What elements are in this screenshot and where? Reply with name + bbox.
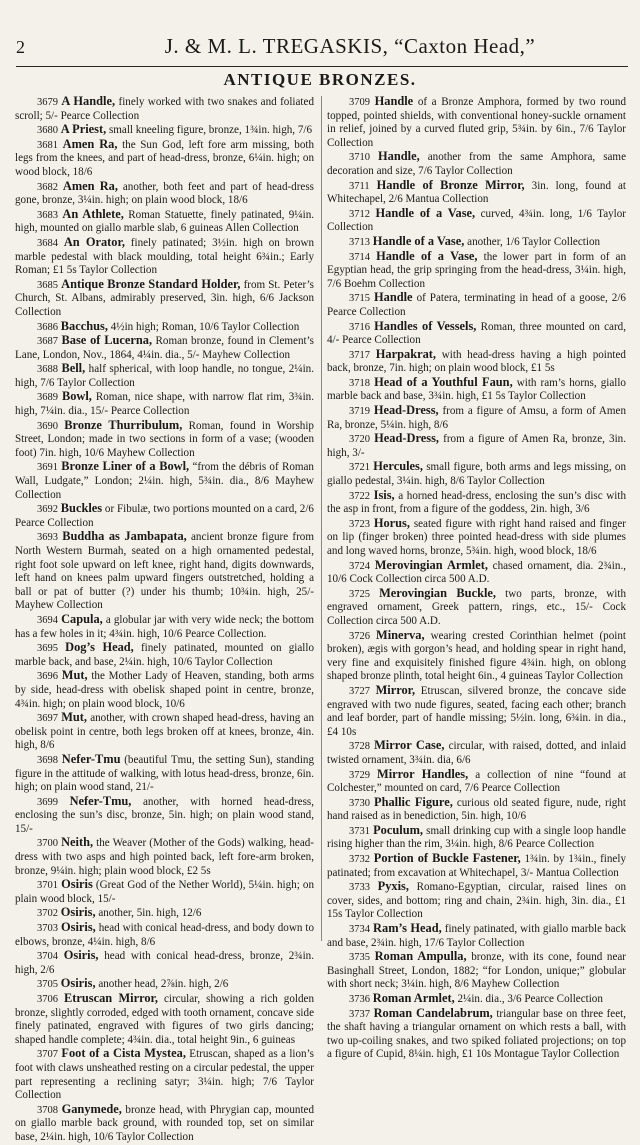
entry-title: Ganymede,	[61, 1101, 122, 1116]
entry-description: bronze, with its cone, found near Basinghall Street, London, 1882; “for London, unique;” globular with short neck; 3¼in. high, 8/6 Mayhew Collection	[327, 951, 626, 991]
entry-description: bronze head, with Phrygian cap, mounted on giallo marble back ground, with rounded top, set on similar base, 2¼in. high, 10/6 Taylor Collection	[15, 1103, 314, 1143]
entry-description: the Sun God, left fore arm missing, both legs from the knees, and part of head-dress, bronze, 6¼in. high; on wood block, 18/6	[15, 138, 314, 178]
entry-title: Mirror Case,	[374, 738, 445, 753]
catalogue-entry	[15, 1047, 314, 1102]
catalogue-entry	[327, 587, 626, 629]
entry-description: another from the same Amphora, same decoration and size, 7/6 Taylor Collection	[327, 151, 626, 177]
entry-description: 1¾in. by 1¾in., finely patinated; from excavation at Whitechapel, 3/- Mantua Collection	[327, 853, 626, 879]
entry-number: 3723	[349, 518, 370, 530]
entry-title: Portion of Buckle Fastener,	[373, 851, 521, 866]
entry-title: Bacchus,	[60, 318, 108, 333]
entry-title: Osiris	[61, 877, 93, 892]
entry-description: 4½in high; Roman, 10/6 Taylor Collection	[110, 320, 300, 333]
column-divider	[321, 96, 322, 941]
entry-title: Handle	[374, 94, 414, 108]
entry-number: 3682	[37, 181, 58, 193]
entry-title: An Orator,	[63, 234, 125, 249]
entry-title: A Handle,	[61, 94, 116, 108]
catalogue-entry	[327, 684, 626, 739]
catalogue-entry	[327, 348, 626, 376]
entry-number: 3735	[349, 952, 370, 964]
entry-number: 3713	[349, 236, 370, 248]
entry-number: 3736	[349, 994, 370, 1005]
catalogue-entry	[15, 977, 314, 992]
entry-title: Antique Bronze Standard Holder,	[61, 276, 241, 291]
catalogue-entry	[327, 922, 626, 950]
catalogue-entry	[15, 992, 314, 1047]
entry-title: Isis,	[373, 487, 395, 502]
catalogue-entry	[327, 207, 626, 235]
entry-number: 3696	[37, 671, 58, 683]
entry-title: Dog’s Head,	[65, 640, 134, 655]
entry-number: 3691	[37, 462, 58, 474]
entry-description: the Weaver (Mother of the Gods) walking, head-dress with two asps and high pointed back, left fore-arm broken, bronze, 9¼in. high; plain wood block, £2 5s	[15, 837, 315, 877]
page-header	[16, 34, 628, 66]
catalogue-entry	[327, 629, 626, 684]
entry-description: another, with horned head-dress, enclosing the sun’s disc, bronze, 5in. high; on plain wood stand, 15/-	[15, 795, 315, 835]
entry-description: of Patera, terminating in head of a goose, 2/6 Pearce Collection	[327, 292, 626, 318]
entry-number: 3719	[349, 406, 370, 418]
catalogue-entry	[15, 669, 314, 711]
catalogue-entry	[327, 992, 626, 1007]
entry-number: 3680	[37, 125, 58, 137]
entry-number: 3722	[349, 490, 370, 502]
entry-number: 3689	[37, 392, 58, 404]
running-head: J. & M. L. TREGASKIS, “Caxton Head,”	[164, 34, 536, 58]
entry-number: 3707	[37, 1049, 58, 1061]
catalogue-entry	[327, 768, 626, 796]
catalogue-entry	[15, 208, 314, 236]
entry-number: 3686	[37, 321, 58, 333]
catalogue-entry	[327, 376, 626, 404]
entry-title: An Athlete,	[62, 206, 124, 221]
entry-number: 3703	[37, 923, 58, 935]
entry-title: Handles of Vessels,	[374, 318, 477, 333]
entry-title: Foot of a Cista Mystea,	[61, 1046, 186, 1061]
entry-number: 3728	[349, 741, 370, 753]
catalogue-entry	[327, 517, 626, 559]
entry-title: Bowl,	[61, 389, 92, 404]
entry-number: 3698	[37, 754, 58, 766]
entry-number: 3730	[349, 797, 370, 809]
left-column	[15, 95, 314, 1145]
catalogue-entry	[327, 852, 626, 880]
catalogue-entry	[15, 711, 314, 753]
entry-number: 3684	[37, 237, 58, 249]
entry-number: 3683	[37, 209, 58, 221]
catalogue-entry	[15, 753, 314, 795]
entry-number: 3687	[37, 336, 58, 348]
entry-description: or Fibulæ, two portions mounted on a card, 2/6 Pearce Collection	[15, 503, 314, 529]
entry-description: (beautiful Tmu, the setting Sun), standing figure in the attitude of walking, with lotus head-dress, bronze, 6in. high; on plain wood stand, 21/-	[15, 753, 315, 794]
entry-title: Mirror Handles,	[377, 766, 469, 781]
entry-number: 3712	[349, 208, 370, 220]
entry-number: 3702	[37, 908, 58, 920]
entry-number: 3718	[349, 377, 370, 389]
entry-number: 3715	[349, 293, 370, 305]
entry-number: 3697	[37, 713, 58, 725]
entry-description: another, 1/6 Taylor Collection	[467, 235, 601, 248]
entry-description: small kneeling figure, bronze, 1¾in. high, 7/6	[108, 124, 313, 137]
catalogue-entry	[15, 123, 314, 138]
entry-title: Osiris,	[63, 948, 99, 963]
entry-number: 3695	[37, 643, 58, 655]
entry-description: Etruscan, silvered bronze, the concave side engraved with two nude figures, seated, facing each other; branch and leaf border, part of handle missing; 5½in. long, 6¾in. in dia., £4 10s	[327, 684, 626, 738]
entry-description: head with conical head-dress, and body down to elbows, bronze, 4¼in. high, 8/6	[15, 922, 314, 948]
entry-description: Etruscan, shaped as a lion’s foot with claws unsheathed resting on a circular pedestal, the upper part representing a reclining satyr; 3¼in. high; 7/6 Taylor Collection	[15, 1048, 314, 1102]
entry-description: Roman, found in Worship Street, London; made in two sections in form of a vase; (wooden foot) 7in. high, 10/6 Mayhew Collection	[15, 419, 314, 459]
entry-title: Head of a Youthful Faun,	[374, 374, 513, 389]
entry-title: Roman Candelabrum,	[373, 1005, 493, 1020]
entry-number: 3701	[37, 880, 58, 892]
entry-description: Romano-Egyptian, circular, raised lines on cover, sides, and bottom; ring and chain, 2¾in. high, 3in. dia., £1 15s Taylor Collection	[327, 881, 626, 921]
entry-title: Buddha as Jambapata,	[62, 529, 187, 544]
entry-title: Mut,	[61, 710, 87, 725]
entry-description: small drinking cup with a single loop handle rising higher than the rim, 3¼in. high, 8/6 Pearce Collection	[327, 824, 626, 851]
entry-title: Base of Lucerna,	[61, 333, 153, 348]
entry-description: “from the débris of Roman Wall, Ludgate,” London; 2¼in. high, 5¾in. dia., 8/6 Mayhew Collection	[15, 461, 314, 501]
entry-number: 3729	[349, 769, 370, 781]
entry-title: Harpakrat,	[375, 346, 437, 361]
entry-title: Buckles	[60, 501, 103, 516]
entry-description: small figure, both arms and legs missing, on giallo pedestal, 3¼in. high, 8/6 Taylor Collection	[327, 461, 626, 488]
entry-number: 3725	[349, 588, 370, 600]
section-title: ANTIQUE BRONZES.	[223, 70, 417, 89]
entry-title: Poculum,	[373, 822, 424, 837]
catalogue-entry	[327, 1007, 626, 1062]
entry-number: 3716	[349, 321, 370, 333]
entry-description: curved, 4¾in. long, 1/6 Taylor Collection	[327, 207, 626, 234]
entry-title: Mut,	[61, 668, 88, 683]
entry-number: 3706	[37, 994, 58, 1005]
entry-description: 3in. long, found at Whitechapel, 2/6 Mantua Collection	[327, 179, 626, 206]
entry-title: Osiris,	[60, 920, 96, 935]
entry-number: 3737	[349, 1008, 370, 1020]
catalogue-entry	[15, 278, 314, 320]
entry-description: from a figure of Amsu, a form of Amen Ra, bronze, 5¼in. high, 8/6	[327, 405, 626, 431]
catalogue-entry	[15, 236, 314, 278]
entry-description: another, with crown shaped head-dress, having an obelisk point in centre, both legs broken off at knees, bronze, 4in. high, 8/6	[15, 712, 314, 752]
entry-number: 3700	[37, 838, 58, 850]
entry-title: Handle of a Vase,	[375, 205, 476, 220]
entry-number: 3732	[349, 854, 370, 866]
catalogue-entry	[15, 460, 314, 502]
catalogue-entry	[327, 559, 626, 587]
catalogue-entry	[15, 502, 314, 530]
entry-description: Roman bronze, found in Clement’s Lane, London, Nov., 1864, 4¼in. dia., 5/- Mayhew Collection	[15, 335, 314, 361]
catalogue-entry	[327, 824, 626, 852]
entry-title: Horus,	[373, 515, 410, 530]
entry-description: another, 5in. high, 12/6	[98, 907, 202, 920]
catalogue-entry	[327, 150, 626, 178]
catalogue-entry	[15, 795, 314, 837]
entry-number: 3720	[349, 434, 370, 446]
entry-description: head with conical head-dress, bronze, 2¾in. high, 2/6	[15, 950, 314, 976]
entry-title: Ram’s Head,	[373, 921, 442, 936]
entry-number: 3688	[37, 364, 58, 376]
entry-title: Bronze Thurribulum,	[64, 417, 183, 432]
catalogue-entry	[327, 404, 626, 432]
catalogue-entry	[15, 836, 314, 878]
entry-description: of a Bronze Amphora, formed by two round topped, pointed shields, with conventional honey-suckle ornament in relief, joined by a curved fluted grip, 5¾in. by 6in., 7/6 Taylor Collection	[327, 96, 627, 149]
entry-title: Amen Ra,	[62, 178, 118, 193]
catalogue-entry	[15, 641, 314, 669]
entry-description: from St. Peter’s Church, St. Albans, admirably preserved, 3in. high, 6/6 Jackson Collection	[15, 278, 314, 318]
entry-description: Roman, three mounted on card, 4/- Pearce Collection	[327, 320, 626, 347]
catalogue-entry	[15, 390, 314, 418]
entry-description: with ram’s horns, giallo marble back and base, 3¾in. high, £1 5s Taylor Collection	[327, 376, 626, 403]
entry-title: Hercules,	[373, 459, 423, 474]
catalogue-entry	[15, 138, 314, 180]
entry-description: circular, with raised, dotted, and inlaid twisted ornament, 3¾in. dia, 6/6	[327, 740, 626, 766]
entry-number: 3694	[37, 614, 58, 626]
entry-description: circular, showing a rich golden bronze, slightly corroded, edged with tooth ornament, concave side finely patinated, engraved with figures of two girls dancing; shaped handle complete; 4¾in. dia., total height 9in., 6 guineas	[15, 993, 314, 1046]
catalogue-entry	[327, 739, 626, 767]
entry-number: 3709	[349, 97, 370, 108]
entry-description: finely patinated, with giallo marble back and base, 2¾in. high, 17/6 Taylor Collection	[327, 923, 627, 949]
entry-title: Roman Armlet,	[372, 991, 455, 1005]
entry-description: another, both feet and part of head-dress gone, bronze, 3¼in. high; on plain wood block, 18/6	[15, 180, 314, 207]
entry-description: finely worked with two snakes and foliated scroll; 5/- Pearce Collection	[15, 96, 314, 122]
entry-number: 3685	[37, 279, 58, 291]
catalogue-entry	[327, 432, 626, 460]
entry-number: 3717	[349, 349, 370, 361]
entry-description: from a figure of Amen Ra, bronze, 3in. high, 3/-	[327, 433, 627, 459]
entry-description: (Great God of the Nether World), 5¼in. high; on plain wood block, 15/-	[15, 879, 314, 905]
catalogue-entry	[327, 320, 626, 348]
entry-title: Handle of a Vase,	[372, 233, 465, 248]
entry-number: 3724	[349, 560, 370, 572]
entry-number: 3699	[37, 796, 58, 808]
entry-description: curious old seated figure, nude, right hand raised as in benediction, 5in. high, 10/6	[327, 796, 626, 823]
entry-description: finely patinated, mounted on giallo marble back, and base, 2¼in. high, 10/6 Taylor Collection	[15, 642, 315, 668]
catalogue-entry	[15, 334, 314, 362]
entry-title: Roman Ampulla,	[374, 949, 467, 964]
entry-number: 3693	[37, 532, 58, 544]
entry-number: 3726	[349, 630, 370, 642]
entry-description: ancient bronze figure from North Western Burmah, seated on a high ornamented pedestal, right foot sole upward on left knee, right hand, digits downwards, left hand on knees palm upward fingers outstretched, holding a ball or pat of butter (?) under his thumb; 10¾in. high, 25/- Mayhew Collection	[15, 531, 314, 612]
entry-description: another head, 2⅞in. high, 2/6	[98, 978, 229, 991]
entry-number: 3708	[37, 1104, 58, 1116]
entry-description: the lower part in form of an Egyptian head, the grip springing from the head-dress, 3¼in. high, 7/6 Boehm Collection	[327, 250, 627, 290]
entry-description: two parts, bronze, with engraved ornament, Greek pattern, rings, etc., 15/- Cock Collection circa 500 A.D.	[327, 587, 627, 627]
entry-description: 2¼in. dia., 3/6 Pearce Collection	[457, 993, 603, 1005]
catalogue-entry	[15, 906, 314, 921]
entry-number: 3710	[349, 152, 370, 164]
entry-title: Nefer-Tmu	[61, 751, 121, 766]
catalogue-entry	[327, 460, 626, 488]
entry-number: 3705	[37, 979, 58, 991]
catalogue-entry	[15, 320, 314, 335]
entry-title: Amen Ra,	[62, 136, 118, 151]
entry-title: Mirror,	[375, 682, 416, 697]
catalogue-entry	[327, 250, 626, 292]
entry-number: 3734	[349, 924, 370, 936]
catalogue-entry	[15, 613, 314, 641]
catalogue-entry	[327, 235, 626, 250]
entry-title: Osiris,	[60, 905, 96, 920]
entry-title: Osiris,	[60, 976, 96, 991]
catalogue-entry	[15, 530, 314, 613]
entry-title: A Priest,	[60, 122, 107, 137]
entry-number: 3704	[37, 951, 58, 963]
catalogue-entry	[327, 950, 626, 992]
entry-title: Handle of a Vase,	[376, 248, 478, 263]
entry-title: Merovingian Armlet,	[374, 557, 488, 572]
entry-title: Etruscan Mirror,	[63, 991, 159, 1005]
page-number: 2	[16, 37, 25, 57]
entry-description: Roman, nice shape, with narrow flat rim, 3¾in. high, 7¼in. dia., 15/- Pearce Collection	[15, 391, 315, 418]
catalogue-entry	[327, 291, 626, 319]
entry-number: 3711	[349, 180, 370, 192]
entry-title: Merovingian Buckle,	[379, 585, 497, 600]
entry-title: Phallic Figure,	[374, 794, 453, 809]
catalogue-entry	[327, 796, 626, 824]
entry-description: Roman Statuette, finely patinated, 9¼in. high, mounted on giallo marble slab, 6 guineas Allen Collection	[15, 208, 315, 235]
catalogue-entry	[15, 1103, 314, 1145]
catalogue-entry	[15, 95, 314, 123]
catalogue-entry	[15, 180, 314, 208]
catalogue-entry	[327, 489, 626, 517]
entry-number: 3733	[349, 882, 370, 894]
entry-description: a globular jar with very wide neck; the bottom has a few holes in it; 4¾in. high, 10/6 Pearce Collection.	[15, 613, 314, 640]
entry-description: the Mother Lady of Heaven, standing, both arms by side, head-dress with obelisk shaped point in centre, bronze, 4¾in. high; on plain wood block, 10/6	[15, 670, 315, 710]
right-column	[327, 95, 626, 1062]
entry-title: Handle of Bronze Mirror,	[376, 177, 525, 192]
entry-title: Head-Dress,	[374, 431, 439, 446]
entry-number: 3721	[349, 462, 370, 474]
entry-number: 3714	[349, 251, 370, 263]
entry-number: 3690	[37, 420, 58, 432]
entry-description: a horned head-dress, enclosing the sun’s disc with the asp in front, from a figure of the goddess, 2in. high, 3/6	[327, 489, 626, 516]
entry-title: Minerva,	[376, 627, 425, 642]
entry-title: Bronze Liner of a Bowl,	[61, 459, 190, 474]
entry-title: Head-Dress,	[373, 403, 439, 418]
catalogue-entry	[15, 362, 314, 390]
entry-description: with head-dress having a high pointed back, bronze, 7in. high; on plain wood block, £1 5s	[327, 348, 626, 375]
entry-number: 3681	[37, 139, 58, 151]
entry-number: 3727	[349, 685, 370, 697]
catalogue-entry	[15, 419, 314, 461]
catalogue-entry	[327, 179, 626, 207]
entry-description: finely patinated; 3½in. high on brown marble pedestal with black moulding, total height 6¾in.; Early Roman; £1 5s Taylor Collection	[15, 236, 314, 277]
entry-description: chased ornament, dia. 2¾in., 10/6 Cock Collection circa 500 A.D.	[327, 559, 626, 586]
entry-title: Capula,	[61, 611, 103, 626]
entry-number: 3731	[349, 825, 370, 837]
catalogue-entry	[15, 878, 314, 906]
catalogue-entry	[327, 95, 626, 150]
entry-title: Bell,	[61, 361, 86, 376]
catalogue-entry	[15, 921, 314, 949]
entry-description: a collection of nine “found at Colchester,” mounted on card, 7/6 Pearce Collection	[327, 768, 626, 795]
entry-description: wearing crested Corinthian helmet (point broken), ægis with gorgon’s head, and holding spear in right hand, very fine and exquisitely finished figure 4¾in. high, on oblong shaped bronze plinth, total height 6in., 4 guineas Taylor Collection	[327, 629, 626, 683]
entry-description: half spherical, with loop handle, no tongue, 2¼in. high, 7/6 Taylor Collection	[15, 363, 314, 389]
entry-title: Pyxis,	[377, 879, 409, 894]
catalogue-entry	[15, 949, 314, 977]
entry-title: Handle	[374, 290, 413, 305]
entry-description: triangular base on three feet, the shaft having a triangular ornament on which rests a ball, with two up-coiling snakes, and two spiked foliated projections; on top a figure of Cupid, 8¼in. high, £1 10s Montague Taylor Collection	[327, 1007, 627, 1061]
catalogue-entry	[327, 880, 626, 922]
entry-title: Neith,	[61, 835, 94, 850]
entry-number: 3679	[37, 97, 58, 108]
entry-number: 3692	[37, 504, 58, 516]
entry-title: Nefer-Tmu,	[69, 793, 132, 808]
entry-description: seated figure with right hand raised and finger on lip (finger broken) three pointed head-dress with side plumes and long waved horns, bronze, 5¾in. high, wood block, 18/6	[327, 517, 626, 557]
header-rule	[16, 66, 628, 67]
entry-title: Handle,	[378, 149, 420, 164]
